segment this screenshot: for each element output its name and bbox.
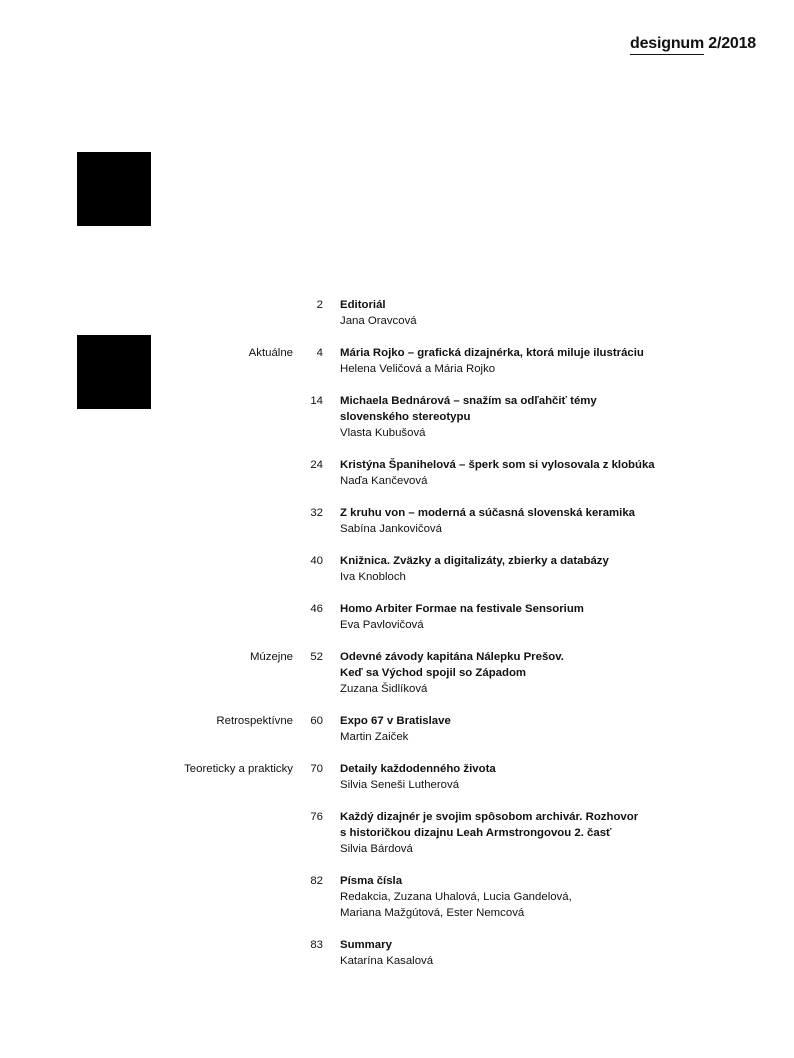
toc-page-number: 52 (310, 651, 323, 663)
issue-number: 2/2018 (708, 35, 756, 52)
toc-page-number: 83 (310, 939, 323, 951)
toc-author: Martin Zaiček (340, 731, 409, 743)
toc-entry[interactable] (0, 937, 794, 969)
toc-author: Katarína Kasalová (340, 955, 434, 967)
toc-page-number: 24 (310, 459, 323, 471)
toc-section-label: Aktuálne (248, 347, 293, 359)
toc-article-title: Písma čísla (340, 875, 403, 887)
toc-article-title: Každý dizajnér je svojim spôsobom archivár. Rozhovor s historičkou dizajnu Leah Armstrongovou 2. časť (340, 811, 639, 839)
toc-article-title: Odevné závody kapitána Nálepku Prešov. Keď sa Východ spojil so Západom (340, 651, 564, 679)
magazine-name: designum (630, 35, 704, 55)
toc-entry[interactable] (0, 505, 794, 537)
table-of-contents (0, 297, 794, 985)
toc-page-number: 32 (310, 507, 323, 519)
toc-author: Zuzana Šidlíková (340, 683, 428, 695)
toc-author: Helena Veličová a Mária Rojko (340, 363, 496, 375)
toc-page-number: 82 (310, 875, 323, 887)
toc-author: Redakcia, Zuzana Uhalová, Lucia Gandelová, Mariana Mažgútová, Ester Nemcová (340, 891, 572, 919)
toc-section-label: Retrospektívne (216, 715, 293, 727)
toc-entry[interactable] (0, 457, 794, 489)
toc-author: Eva Pavlovičová (340, 619, 424, 631)
toc-section-label: Múzejne (249, 651, 293, 663)
decorative-black-square-top (77, 152, 151, 226)
toc-author: Sabína Jankovičová (340, 523, 442, 535)
toc-article-title: Summary (340, 939, 392, 951)
toc-article-title: Knižnica. Zväzky a digitalizáty, zbierky a databázy (340, 555, 609, 567)
toc-article-title: Editoriál (340, 299, 386, 311)
toc-author: Naďa Kančevová (340, 475, 428, 487)
toc-entry[interactable] (0, 601, 794, 633)
toc-page-number: 40 (310, 555, 323, 567)
toc-page-number: 14 (310, 395, 323, 407)
toc-page-number: 60 (310, 715, 323, 727)
masthead (630, 35, 756, 55)
toc-page-number: 4 (316, 347, 323, 359)
toc-section-label: Teoreticky a prakticky (184, 763, 293, 775)
toc-entry[interactable] (0, 809, 794, 857)
toc-article-title: Mária Rojko – grafická dizajnérka, ktorá miluje ilustráciu (340, 347, 644, 359)
toc-article-title: Z kruhu von – moderná a súčasná slovenská keramika (340, 507, 636, 519)
toc-entry[interactable] (0, 553, 794, 585)
toc-article-title: Expo 67 v Bratislave (340, 715, 451, 727)
toc-entry[interactable] (0, 649, 794, 697)
toc-entry[interactable] (0, 761, 794, 793)
toc-entry[interactable] (0, 873, 794, 921)
toc-page-number: 46 (310, 603, 323, 615)
toc-author: Silvia Bárdová (340, 843, 413, 855)
toc-author: Iva Knobloch (340, 571, 406, 583)
toc-entry[interactable] (0, 713, 794, 745)
toc-article-title: Homo Arbiter Formae na festivale Sensorium (340, 603, 584, 615)
toc-author: Silvia Seneši Lutherová (340, 779, 460, 791)
toc-author: Jana Oravcová (340, 315, 417, 327)
toc-author: Vlasta Kubušová (340, 427, 426, 439)
toc-page-number: 76 (310, 811, 323, 823)
toc-entry[interactable] (0, 345, 794, 377)
toc-article-title: Michaela Bednárová – snažím sa odľahčiť témy slovenského stereotypu (340, 395, 597, 423)
toc-entry[interactable] (0, 393, 794, 441)
toc-article-title: Detaily každodenného života (340, 763, 496, 775)
toc-article-title: Kristýna Španihelová – šperk som si vylosovala z klobúka (340, 459, 655, 471)
toc-page-number: 2 (316, 299, 323, 311)
toc-entry[interactable] (0, 297, 794, 329)
toc-page-number: 70 (310, 763, 323, 775)
